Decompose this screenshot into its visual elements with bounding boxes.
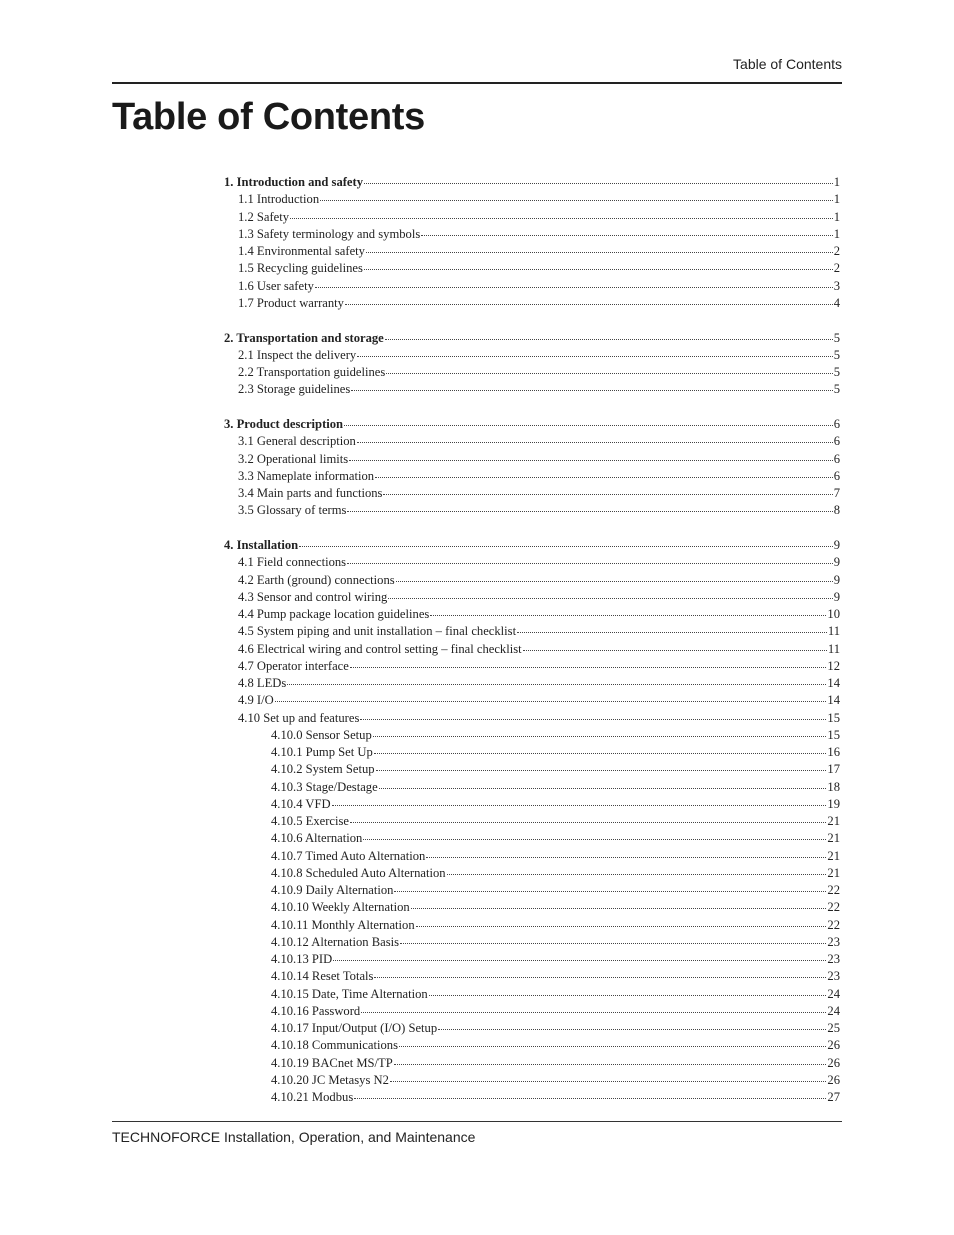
toc-entry[interactable] — [224, 1056, 840, 1073]
toc-page-number: 5 — [833, 330, 840, 345]
running-header: Table of Contents — [733, 56, 842, 72]
toc-entry[interactable] — [224, 279, 840, 296]
toc-entry-title: 4.10.20 JC Metasys N2 — [271, 1072, 389, 1087]
toc-page-number: 9 — [833, 555, 840, 570]
toc-entry-title: 4.10.10 Weekly Alternation — [271, 900, 410, 915]
toc-entry[interactable] — [224, 935, 840, 952]
toc-dot-leader — [361, 1011, 826, 1013]
toc-page-number: 11 — [827, 641, 840, 656]
toc-entry-title: 4.5 System piping and unit installation – final checklist — [238, 624, 517, 639]
toc-dot-leader — [400, 942, 826, 944]
toc-dot-leader — [315, 286, 833, 288]
toc-entry[interactable] — [224, 469, 840, 486]
toc-page-number: 24 — [827, 1003, 840, 1018]
toc-entry-title: 1.1 Introduction — [238, 192, 320, 207]
toc-entry[interactable] — [224, 210, 840, 227]
toc-page-number: 21 — [827, 865, 840, 880]
toc-entry[interactable] — [224, 434, 840, 451]
toc-entry[interactable] — [224, 348, 840, 365]
toc-entry[interactable] — [224, 192, 840, 209]
toc-page-number: 2 — [833, 244, 840, 258]
toc-entry-title: 4.10.8 Scheduled Auto Alternation — [271, 865, 446, 880]
toc-dot-leader — [344, 424, 833, 426]
toc-entry-title: 4.10.17 Input/Output (I/O) Setup — [271, 1021, 438, 1035]
toc-page-number: 23 — [827, 952, 840, 966]
toc-dot-leader — [363, 838, 826, 840]
toc-entry-title: 4.10.7 Timed Auto Alternation — [271, 848, 426, 863]
toc-page-number: 24 — [827, 986, 840, 1001]
toc-entry[interactable] — [224, 555, 840, 572]
toc-dot-leader — [349, 459, 833, 461]
toc-page-number: 15 — [827, 710, 840, 725]
toc-dot-leader — [373, 735, 827, 737]
toc-dot-leader — [394, 890, 826, 892]
toc-dot-leader — [351, 389, 832, 391]
table-of-contents — [224, 175, 840, 1107]
toc-entry-title: 4. Installation — [224, 538, 299, 552]
toc-dot-leader — [287, 683, 826, 685]
toc-dot-leader — [376, 769, 827, 771]
toc-page-number: 1 — [833, 192, 840, 207]
toc-page-number: 5 — [833, 347, 840, 362]
toc-entry[interactable] — [224, 227, 840, 244]
toc-entry[interactable] — [224, 693, 840, 710]
toc-dot-leader — [357, 355, 833, 357]
toc-dot-leader — [350, 666, 827, 668]
toc-dot-leader — [421, 234, 832, 236]
toc-section-entry[interactable] — [224, 331, 840, 348]
toc-entry-title: 4.6 Electrical wiring and control setting – final checklist — [238, 641, 522, 656]
toc-entry[interactable] — [224, 728, 840, 745]
toc-dot-leader — [360, 718, 826, 720]
toc-entry[interactable] — [224, 607, 840, 624]
toc-entry-title: 1.7 Product warranty — [238, 295, 344, 310]
toc-page-number: 19 — [827, 796, 840, 811]
toc-entry-title: 4.2 Earth (ground) connections — [238, 572, 395, 587]
toc-entry-title: 4.10.1 Pump Set Up — [271, 745, 373, 759]
toc-entry-title: 4.10.3 Stage/Destage — [271, 779, 378, 794]
toc-entry-title: 4.7 Operator interface — [238, 658, 349, 673]
toc-dot-leader — [347, 510, 832, 512]
toc-page-number: 12 — [827, 658, 840, 673]
toc-page-number: 4 — [833, 295, 840, 310]
toc-page-number: 23 — [827, 934, 840, 949]
toc-page-number: 17 — [827, 762, 840, 777]
toc-page-number: 26 — [827, 1038, 840, 1053]
toc-entry[interactable] — [224, 642, 840, 659]
toc-entry[interactable] — [224, 624, 840, 641]
toc-dot-leader — [357, 441, 833, 443]
toc-entry[interactable] — [224, 486, 840, 503]
toc-entry-title: 2.1 Inspect the delivery — [238, 347, 357, 362]
toc-page-number: 1 — [833, 175, 840, 189]
toc-entry-title: 3.2 Operational limits — [238, 451, 349, 466]
toc-page-number: 3 — [833, 278, 840, 293]
running-footer: TECHNOFORCE Installation, Operation, and Maintenance — [112, 1129, 476, 1145]
toc-page-number: 27 — [827, 1090, 840, 1104]
toc-section-entry[interactable] — [224, 538, 840, 555]
toc-entry-title: 4.9 I/O — [238, 693, 274, 708]
footer-rule — [112, 1121, 842, 1122]
toc-entry-title: 4.10.0 Sensor Setup — [271, 727, 372, 742]
toc-page-number: 9 — [833, 589, 840, 604]
toc-page-number: 7 — [833, 486, 840, 500]
toc-entry-title: 2.3 Storage guidelines — [238, 382, 351, 397]
toc-entry-title: 4.10.13 PID — [271, 952, 333, 966]
toc-dot-leader — [364, 268, 833, 270]
toc-entry-title: 4.10.12 Alternation Basis — [271, 934, 400, 949]
toc-entry-title: 4.10.14 Reset Totals — [271, 969, 374, 984]
toc-entry-title: 3. Product description — [224, 417, 344, 431]
toc-page-number: 22 — [827, 900, 840, 915]
toc-page-number: 14 — [827, 676, 840, 690]
toc-entry[interactable] — [224, 573, 840, 590]
toc-entry[interactable] — [224, 590, 840, 607]
toc-entry[interactable] — [224, 1073, 840, 1090]
toc-dot-leader — [430, 614, 826, 616]
toc-dot-leader — [332, 804, 827, 806]
toc-dot-leader — [379, 787, 827, 789]
toc-page-number: 25 — [827, 1021, 840, 1035]
header-rule — [112, 82, 842, 84]
toc-page-number: 21 — [827, 814, 840, 828]
toc-page-number: 1 — [833, 209, 840, 224]
toc-entry-title: 4.10.5 Exercise — [271, 814, 349, 828]
toc-entry[interactable] — [224, 296, 840, 313]
toc-section-entry[interactable] — [224, 417, 840, 434]
toc-page-number: 11 — [827, 624, 840, 639]
toc-dot-leader — [383, 493, 832, 495]
toc-page-number: 26 — [827, 1055, 840, 1070]
toc-entry[interactable] — [224, 711, 840, 728]
toc-dot-leader — [364, 182, 833, 184]
toc-entry[interactable] — [224, 382, 840, 399]
toc-entry-title: 4.10.6 Alternation — [271, 831, 363, 846]
toc-entry[interactable] — [224, 780, 840, 797]
toc-entry[interactable] — [224, 900, 840, 917]
toc-page-number: 6 — [833, 468, 840, 483]
toc-dot-leader — [386, 372, 832, 374]
toc-entry-title: 4.10.9 Daily Alternation — [271, 883, 394, 897]
toc-page-number: 5 — [833, 382, 840, 397]
toc-entry-title: 4.10.21 Modbus — [271, 1090, 354, 1104]
toc-entry-title: 4.3 Sensor and control wiring — [238, 589, 388, 604]
toc-dot-leader — [447, 873, 827, 875]
toc-entry-title: 3.4 Main parts and functions — [238, 486, 383, 500]
toc-page-number: 21 — [827, 831, 840, 846]
toc-entry-title: 1.2 Safety — [238, 209, 290, 224]
toc-section-entry[interactable] — [224, 175, 840, 192]
toc-entry[interactable] — [224, 365, 840, 382]
toc-entry-title: 4.10.19 BACnet MS/TP — [271, 1055, 393, 1070]
toc-dot-leader — [385, 338, 833, 340]
toc-entry-title: 2. Transportation and storage — [224, 330, 384, 345]
toc-dot-leader — [290, 217, 833, 219]
toc-page-number: 14 — [827, 693, 840, 708]
toc-entry[interactable] — [224, 503, 840, 520]
toc-entry[interactable] — [224, 1021, 840, 1038]
toc-entry[interactable] — [224, 676, 840, 693]
page-title: Table of Contents — [112, 96, 425, 138]
toc-page-number: 18 — [827, 779, 840, 794]
toc-entry-title: 1. Introduction and safety — [224, 175, 364, 189]
toc-entry-title: 4.10.4 VFD — [271, 796, 331, 811]
toc-entry-title: 3.1 General description — [238, 434, 356, 449]
toc-dot-leader — [438, 1028, 826, 1030]
toc-entry[interactable] — [224, 244, 840, 261]
toc-entry[interactable] — [224, 814, 840, 831]
toc-page-number: 26 — [827, 1072, 840, 1087]
toc-entry[interactable] — [224, 952, 840, 969]
toc-dot-leader — [416, 925, 827, 927]
toc-dot-leader — [350, 821, 826, 823]
toc-entry[interactable] — [224, 866, 840, 883]
toc-dot-leader — [523, 649, 827, 651]
toc-entry[interactable] — [224, 797, 840, 814]
toc-entry-title: 2.2 Transportation guidelines — [238, 365, 386, 379]
toc-dot-leader — [399, 1045, 826, 1047]
toc-dot-leader — [354, 1097, 826, 1099]
toc-entry[interactable] — [224, 1004, 840, 1021]
toc-entry-title: 3.3 Nameplate information — [238, 468, 375, 483]
toc-dot-leader — [345, 303, 833, 305]
toc-entry[interactable] — [224, 1090, 840, 1107]
toc-entry[interactable] — [224, 987, 840, 1004]
toc-dot-leader — [411, 907, 827, 909]
toc-entry-title: 4.10.16 Password — [271, 1003, 361, 1018]
toc-page-number: 6 — [833, 434, 840, 449]
toc-page-number: 2 — [833, 261, 840, 276]
toc-page-number: 9 — [833, 572, 840, 587]
toc-dot-leader — [390, 1080, 827, 1082]
toc-entry-title: 1.5 Recycling guidelines — [238, 261, 363, 276]
toc-entry[interactable] — [224, 261, 840, 278]
toc-entry[interactable] — [224, 745, 840, 762]
toc-entry-title: 1.6 User safety — [238, 278, 314, 293]
toc-entry-title: 1.3 Safety terminology and symbols — [238, 226, 421, 241]
toc-dot-leader — [366, 251, 833, 253]
toc-entry-title: 4.10 Set up and features — [238, 710, 360, 725]
toc-dot-leader — [388, 597, 832, 599]
toc-entry-title: 4.4 Pump package location guidelines — [238, 607, 430, 621]
toc-dot-leader — [517, 631, 827, 633]
toc-dot-leader — [275, 700, 827, 702]
toc-entry[interactable] — [224, 452, 840, 469]
toc-entry[interactable] — [224, 883, 840, 900]
toc-dot-leader — [333, 959, 826, 961]
toc-entry-title: 1.4 Environmental safety — [238, 244, 365, 258]
toc-entry-title: 4.10.18 Communications — [271, 1038, 398, 1053]
toc-dot-leader — [429, 994, 827, 996]
toc-entry[interactable] — [224, 918, 840, 935]
toc-page-number: 8 — [833, 503, 840, 518]
toc-page-number: 15 — [827, 727, 840, 742]
toc-page-number: 5 — [833, 365, 840, 379]
toc-entry-title: 4.10.2 System Setup — [271, 762, 375, 777]
toc-entry-title: 4.1 Field connections — [238, 555, 347, 570]
toc-page-number: 21 — [827, 848, 840, 863]
toc-entry[interactable] — [224, 969, 840, 986]
toc-page-number: 6 — [833, 417, 840, 431]
toc-entry-title: 4.10.15 Date, Time Alternation — [271, 986, 428, 1001]
toc-dot-leader — [347, 562, 833, 564]
toc-dot-leader — [374, 752, 827, 754]
toc-page-number: 22 — [827, 883, 840, 897]
toc-dot-leader — [320, 199, 833, 201]
toc-dot-leader — [426, 856, 826, 858]
toc-page-number: 16 — [827, 745, 840, 759]
toc-entry[interactable] — [224, 1038, 840, 1055]
toc-entry-title: 3.5 Glossary of terms — [238, 503, 347, 518]
toc-dot-leader — [299, 545, 833, 547]
toc-entry-title: 4.8 LEDs — [238, 676, 287, 690]
toc-entry[interactable] — [224, 831, 840, 848]
toc-dot-leader — [375, 476, 833, 478]
toc-dot-leader — [396, 580, 833, 582]
toc-page-number: 23 — [827, 969, 840, 984]
toc-page-number: 6 — [833, 451, 840, 466]
toc-entry[interactable] — [224, 849, 840, 866]
toc-page-number: 9 — [833, 538, 840, 552]
toc-page-number: 22 — [827, 917, 840, 932]
toc-page-number: 10 — [827, 607, 840, 621]
toc-dot-leader — [374, 976, 826, 978]
toc-dot-leader — [394, 1063, 827, 1065]
toc-page-number: 1 — [833, 226, 840, 241]
toc-entry-title: 4.10.11 Monthly Alternation — [271, 917, 415, 932]
toc-entry[interactable] — [224, 762, 840, 779]
toc-entry[interactable] — [224, 659, 840, 676]
